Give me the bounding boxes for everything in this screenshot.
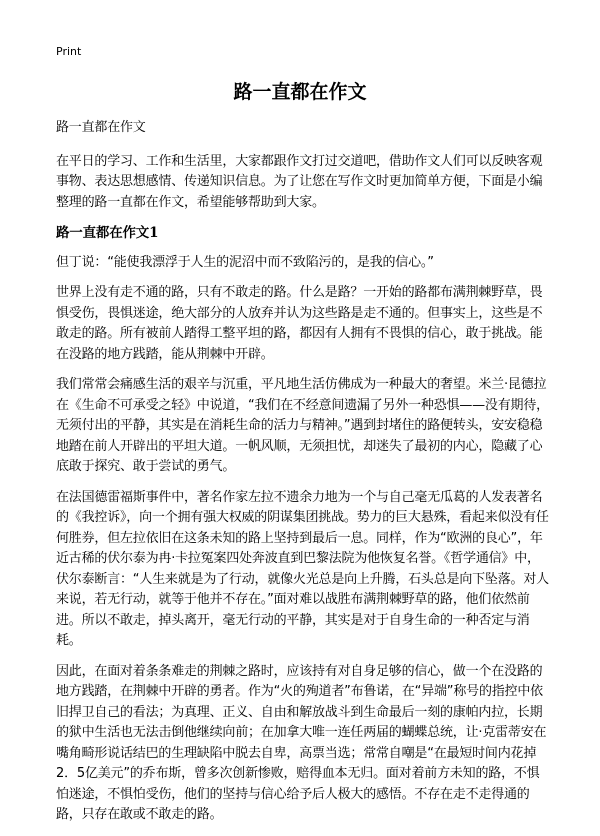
- section-paragraph-4: 在法国德雷福斯事件中，著名作家左拉不遗余力地为一个与自己毫无瓜葛的人发表著名的《我控诉》，向一个拥有强大权威的阴谋集团挑战。势力的巨大悬殊，看起来似没有任何胜券，但左拉依旧在这条未知的路上坚持到最后一息。同样，作为“欧洲的良心”，年近古稀的伏尔泰为冉·卡拉冤案四处奔波直到巴黎法院为他恢复名誉。《哲学通信》中，伏尔泰断言：“人生来就是为了行动，就像火光总是向上升腾，石头总是向下坠落。对人来说，若无行动，就等于他并不存在。”面对难以战胜布满荆棘野草的路，他们依然前进。所以不敢走，掉头离开，毫无行动的平静，其实是对于自身生命的一种否定与消耗。: [56, 489, 549, 648]
- intro-paragraph: 在平日的学习、工作和生活里，大家都跟作文打过交道吧，借助作文人们可以反映客观事物、表达思想感情、传递知识信息。为了让您在写作文时更加简单方便，下面是小编整理的路一直都在作文，希望能够帮助到大家。: [56, 153, 543, 210]
- section-paragraph-3: 我们常常会痛感生活的艰辛与沉重，平凡地生活仿佛成为一种最大的奢望。米兰·昆德拉在《生命不可承受之轻》中说道，“我们在不经意间遗漏了另外一种恐惧——没有期待，无须付出的平静，其实是在消耗生命的活力与精神。”遇到封堵住的路便转头，安安稳稳地踏在前人开辟出的平坦大道。一帆风顺，无须担忧，却迷失了最初的内心，隐藏了心底敢于探究、敢于尝试的勇气。: [56, 377, 549, 474]
- section-heading: 路一直都在作文1: [56, 225, 159, 241]
- document-body: [56, 118, 552, 836]
- section-paragraph-1: 但丁说：“能使我漂浮于人生的泥沼中而不致陷污的，是我的信心。”: [56, 254, 434, 270]
- section-paragraph-5: 因此，在面对着条条难走的荆棘之路时，应该持有对自身足够的信心，做一个在没路的地方践踏，在荆棘中开辟的勇者。作为“火的殉道者”布鲁诺，在“异端”称号的指控中依旧捍卫自己的看法；为真理、正义、自由和解放战斗到生命最后一刻的康帕内拉，长期的狱中生活也无法击倒他继续向前；在加拿大唯一连任两届的蝴蝶总统，让·克雷蒂安在嘴角畸形说话结巴的生理缺陷中脱去自卑，高票当选；常常自嘲是“在最短时间内花掉2．5亿美元”的乔布斯，曾多次创新惨败，赔得血本无归。面对着前方未知的路，不惧怕迷途，不惧怕受伤，他们的坚持与信心给予后人极大的感悟。不存在走不走得通的路，只存在敢或不敢走的路。: [56, 663, 547, 822]
- print-label: Print: [56, 45, 82, 58]
- section-paragraph-2: 世界上没有走不通的路，只有不敢走的路。什么是路？一开始的路都布满荆棘野草，畏惧受伤，畏惧迷途，绝大部分的人放弃并认为这些路是走不通的。但事实上，这些是不敢走的路。所有被前人踏得工整平坦的路，都因有人拥有不畏惧的信心，敢于挑战。能在没路的地方践踏，能从荆棘中开辟。: [56, 285, 543, 362]
- page-title: 路一直都在作文: [233, 81, 367, 103]
- document-subtitle: 路一直都在作文: [56, 120, 146, 135]
